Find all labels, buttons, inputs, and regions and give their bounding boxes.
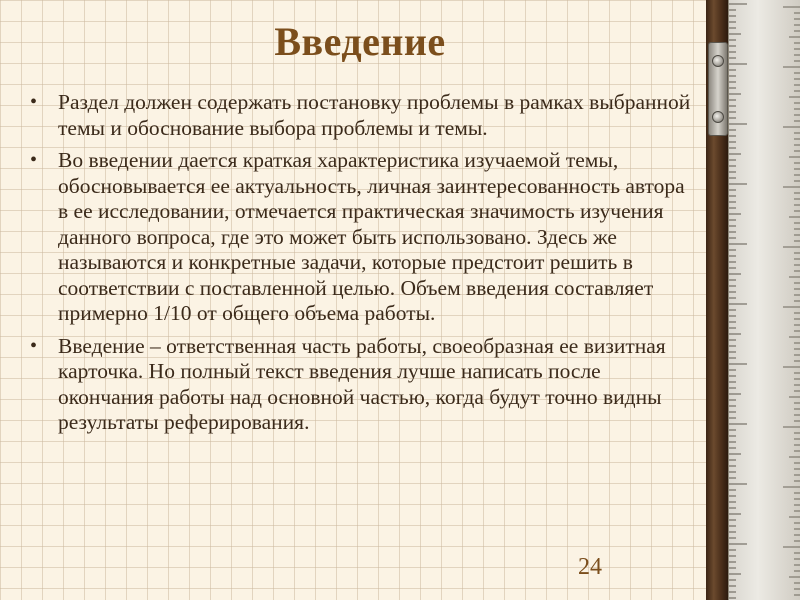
bullet-text: Введение – ответственная часть работы, своеобразная ее визитная карточка. Но полный текст введения лучше написать после окончания работы над основной частью, когда будут точно видны результаты реферирования. [58,333,666,434]
bullet-item [28,334,700,436]
bullet-marker: • [30,91,38,113]
bullet-text: Раздел должен содержать постановку проблемы в рамках выбранной темы и обоснование выбора проблемы и темы. [58,90,691,140]
bullet-list [28,90,700,443]
screw-icon [712,111,724,123]
slide-title: Введение [274,19,446,64]
bullet-text: Во введении дается краткая характеристика изучаемой темы, обосновывается ее актуальность, личная заинтересованность автора в ее исследовании, отмечается практическая значимость изучения данного вопроса, где это может быть использовано. Здесь же называются и конкретные задачи, которые предстоит решить в соответствии с поставленной целью. Объем введения составляет примерно 1/10 от общего объема работы. [58,148,685,325]
ruler-ticks [729,0,800,600]
screw-icon [712,55,724,67]
bullet-marker: • [30,334,38,357]
ruler-graphic [728,0,800,600]
bullet-marker: • [30,149,38,171]
page-number: 24 [578,554,602,580]
bullet-item [28,148,700,327]
bullet-item [28,90,700,141]
ruler-clip-icon [708,42,728,136]
